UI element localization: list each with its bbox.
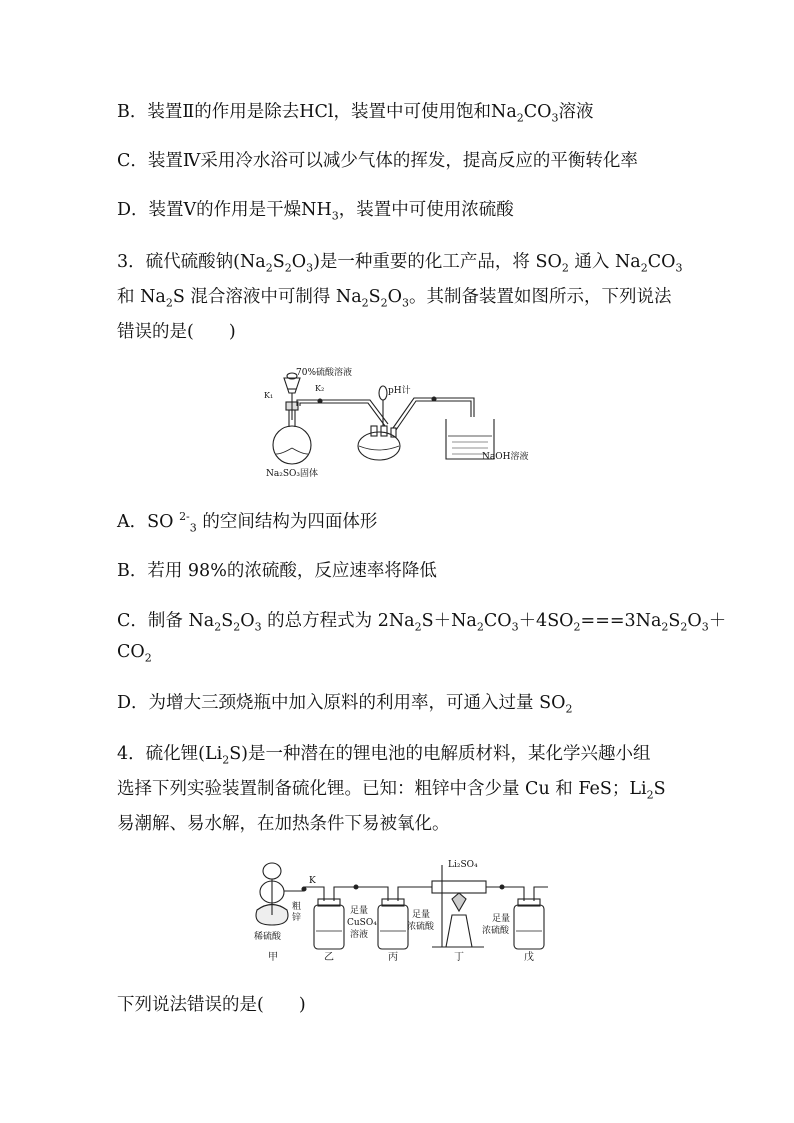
- q2-option-b: B．装置Ⅱ的作用是除去HCl，装置中可使用饱和$Na_2CO_3$溶液: [117, 102, 594, 125]
- label-cuso4-3: 溶液: [350, 930, 369, 940]
- ph-meter: [379, 386, 387, 400]
- label-na2so3-solid: Na₂SO₃固体: [266, 469, 319, 479]
- label-wu: 戊: [524, 952, 534, 963]
- q3-option-d: D．为增大三颈烧瓶中加入原料的利用率，可通入过量 $SO_2$: [117, 693, 573, 716]
- q2-option-c: C．装置Ⅳ采用冷水浴可以减少气体的挥发，提高反应的平衡转化率: [117, 151, 638, 171]
- q3-stem-line-3: 错误的是( ): [117, 322, 236, 342]
- q3-option-a: A．SO $^{2-}_3$ 的空间结构为四面体形: [117, 510, 378, 535]
- q3-option-c-line-2: $CO_2$: [117, 642, 152, 665]
- label-k2: K₂: [315, 384, 325, 393]
- label-conc-h2so4-1: 足量: [412, 910, 431, 920]
- label-dilute-sulfuric-acid: 稀硫酸: [254, 932, 282, 942]
- label-k: K: [309, 876, 316, 886]
- label-jia: 甲: [268, 952, 278, 963]
- bottle-yi: [314, 899, 344, 949]
- bottle-wu: [514, 899, 544, 949]
- label-crude-zinc-1: 粗: [292, 902, 302, 912]
- q3-option-b: B．若用 98%的浓硫酸，反应速率将降低: [117, 561, 437, 581]
- q4-stem-line-1: 4．硫化锂$(Li_2S)$是一种潜在的锂电池的电解质材料，某化学兴趣小组: [117, 744, 651, 767]
- label-bing: 丙: [388, 952, 398, 963]
- reaction-tube: [432, 881, 486, 893]
- q3-stem-line-1: 3．硫代硫酸钠$(Na_2S_2O_3)$是一种重要的化工产品，将 $SO_2$ 通入 $Na_2CO_3$: [117, 252, 683, 275]
- three-neck-flask: [358, 432, 400, 460]
- kipp-top-bulb: [263, 863, 281, 879]
- q2-option-d: D．装置Ⅴ的作用是干燥$NH_3$，装置中可使用浓硫酸: [117, 200, 514, 223]
- alcohol-lamp: [446, 915, 472, 947]
- figure-sodium-thiosulfate-apparatus: [262, 362, 552, 480]
- label-li2so4: Li₂SO₄: [448, 860, 478, 870]
- label-k1: K₁: [264, 391, 274, 400]
- q4-stem-line-2: 选择下列实验装置制备硫化锂。已知：粗锌中含少量 Cu 和 FeS；$Li_2S$: [117, 779, 666, 802]
- label-crude-zinc-2: 锌: [292, 913, 302, 923]
- label-conc-h2so4-2: 浓硫酸: [407, 922, 435, 932]
- label-yi: 乙: [324, 952, 334, 963]
- bottle-bing: [378, 899, 408, 949]
- label-70-sulfuric-acid: 70%硫酸溶液: [296, 368, 353, 378]
- label-conc-h2so4-b-1: 足量: [492, 914, 511, 924]
- label-cuso4-1: 足量: [350, 906, 369, 916]
- label-conc-h2so4-b-2: 浓硫酸: [482, 926, 510, 936]
- label-ding: 丁: [454, 952, 464, 963]
- q3-stem-line-2: 和 $Na_2S$ 混合溶液中可制得 $Na_2S_2O_3$。其制备装置如图所示，下列说法: [117, 287, 672, 310]
- figure-lithium-sulfide-apparatus: [252, 855, 552, 965]
- q4-question-tail: 下列说法错误的是( ): [117, 995, 306, 1015]
- round-bottom-flask: [273, 426, 311, 464]
- label-cuso4-2: CuSO₄: [347, 918, 377, 928]
- separatory-funnel: [284, 378, 300, 393]
- label-ph-meter: pH计: [388, 386, 411, 396]
- q4-stem-line-3: 易潮解、易水解，在加热条件下易被氧化。: [117, 814, 450, 834]
- label-naoh-solution: NaOH溶液: [482, 452, 529, 462]
- q3-option-c-line-1: C．制备 $Na_2S_2O_3$ 的总方程式为 $2Na_2S+Na_2CO_3+4SO_2===3Na_2S_2O_3+$: [117, 611, 727, 634]
